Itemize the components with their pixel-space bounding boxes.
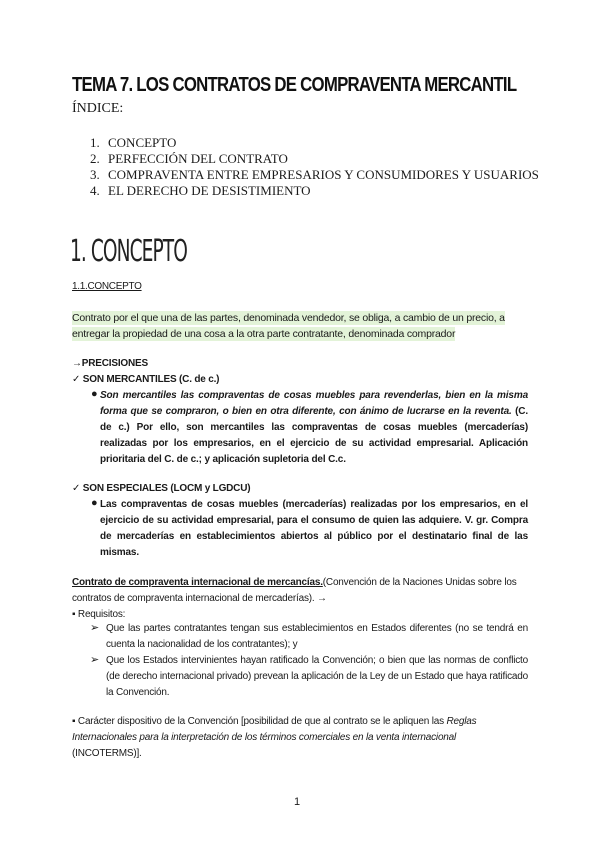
requisitos-label: ▪ Requisitos: bbox=[72, 609, 126, 620]
bullet-icon: ● bbox=[91, 388, 98, 400]
index-label: ÍNDICE: bbox=[72, 101, 124, 116]
mercantiles-bullet: Son mercantiles las compraventas de cosas muebles para revenderlas, bien en la misma forma que se compraron, o bien en otra diferente, con ánimo de lucrarse en la reventa. (C. de c.) Por ello, son mercantiles las compraventas de cosas muebles (mercaderías) realizadas por los empresarios, en el ejercicio de su actividad empresarial. Aplicación prioritaria del C. de c.; y aplicación supletoria del C.c. bbox=[100, 390, 528, 465]
toc-item: 3. COMPRAVENTA ENTRE EMPRESARIOS Y CONSUMIDORES Y USUARIOS bbox=[90, 167, 539, 182]
toc-item: 2. PERFECCIÓN DEL CONTRATO bbox=[90, 151, 288, 166]
requisito-2: Que los Estados intervinientes hayan ratificado la Convención; o bien que las normas de conflicto (de derecho internacional privado) prevean la aplicación de la Ley de un Estado que haya ratificado la Convención. bbox=[106, 655, 528, 698]
section-heading: 1. CONCEPTO bbox=[70, 234, 187, 269]
definition-line-2: entregar la propiedad de una cosa a la otra parte contratante, denominada comprador bbox=[72, 328, 456, 340]
requisito-1: Que las partes contratantes tengan sus establecimientos en Estados diferentes (no se tendrá en cuenta la nacionalidad de los contratantes); y bbox=[106, 623, 528, 650]
caracter-paragraph: ▪ Carácter dispositivo de la Convención [posibilidad de que al contrato se le apliquen las Reglas Internacionales para la interpretación de los términos comerciales en la venta internacional (INCOTERMS)]. bbox=[72, 716, 477, 759]
mercantiles-heading: ✓ SON MERCANTILES (C. de c.) bbox=[72, 374, 220, 385]
arrow-bullet-icon: ➢ bbox=[90, 622, 100, 634]
especiales-heading: ✓ SON ESPECIALES (LOCM y LGDCU) bbox=[72, 483, 251, 494]
internacional-paragraph: Contrato de compraventa internacional de mercancías.(Convención de la Naciones Unidas sobre los contratos de compraventa internacional de mercaderías). → bbox=[72, 577, 517, 604]
toc-item: 1. CONCEPTO bbox=[90, 135, 177, 150]
page-number: 1 bbox=[294, 796, 301, 808]
precisiones-heading: →PRECISIONES bbox=[72, 358, 148, 369]
arrow-bullet-icon: ➢ bbox=[90, 654, 100, 666]
check-icon: ✓ bbox=[72, 374, 81, 385]
document-title: TEMA 7. LOS CONTRATOS DE COMPRAVENTA MERCANTIL bbox=[72, 74, 517, 96]
bullet-icon: ● bbox=[91, 497, 98, 509]
table-of-contents bbox=[90, 135, 539, 199]
especiales-bullet: Las compraventas de cosas muebles (mercaderías) realizadas por los empresarios, en el ejercicio de su actividad empresarial, para el consumo de quien las adquiere. V. gr. Compra de mercaderías en establecimientos abiertos al público por el destinatario final de las mismas. bbox=[100, 499, 528, 558]
check-icon: ✓ bbox=[72, 483, 81, 494]
subsection-heading: 1.1.CONCEPTO bbox=[72, 281, 142, 292]
toc-item: 4. EL DERECHO DE DESISTIMIENTO bbox=[90, 183, 311, 198]
definition-line-1: Contrato por el que una de las partes, denominada vendedor, se obliga, a cambio de un precio, a bbox=[72, 312, 505, 324]
